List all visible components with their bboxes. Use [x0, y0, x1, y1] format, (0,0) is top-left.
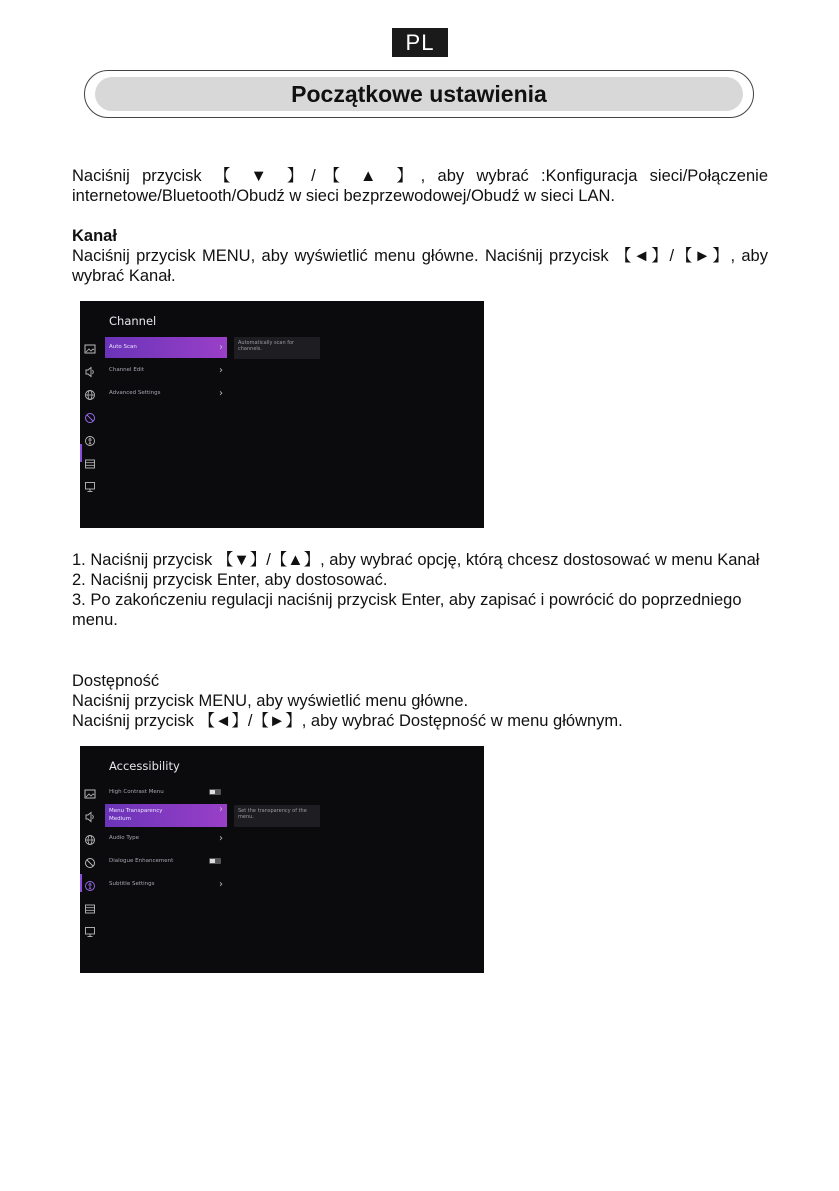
accessibility-menu-screenshot — [80, 746, 484, 973]
sound-icon — [84, 811, 96, 823]
help-tooltip: Automatically scan for channels. — [234, 337, 320, 359]
channel-menu-screenshot — [80, 301, 484, 528]
toggle-switch[interactable] — [209, 789, 221, 795]
chevron-right-icon: › — [219, 804, 223, 815]
dostepnosc-section — [72, 671, 768, 731]
dostepnosc-line-2: Naciśnij przycisk 【◄】/【►】, aby wybrać Dostępność w menu głównym. — [72, 712, 623, 730]
step-1: 1. Naciśnij przycisk 【▼】/【▲】, aby wybrać opcję, którą chcesz dostosować w menu Kanał — [72, 551, 760, 569]
chevron-right-icon: › — [219, 388, 223, 399]
help-tooltip: Set the transparency of the menu. — [234, 805, 320, 827]
network-icon — [84, 389, 96, 401]
network-icon — [84, 834, 96, 846]
dostepnosc-line-1: Naciśnij przycisk MENU, aby wyświetlić menu główne. — [72, 692, 469, 710]
menu-item-label: Auto Scan — [109, 344, 137, 350]
chevron-right-icon: › — [219, 879, 223, 890]
menu-item-label: Subtitle Settings — [109, 881, 155, 887]
menu-item-label: Audio Type — [109, 835, 140, 841]
menu-item-high-contrast[interactable] — [105, 782, 227, 803]
system-icon — [84, 903, 96, 915]
dostepnosc-heading: Dostępność — [72, 672, 160, 690]
toggle-switch[interactable] — [209, 858, 221, 864]
menu-item-value: Medium — [109, 816, 131, 822]
chevron-right-icon: › — [219, 342, 223, 353]
sound-icon — [84, 366, 96, 378]
screen-title: Channel — [109, 314, 157, 328]
channel-icon — [84, 857, 96, 869]
menu-item-subtitle-settings[interactable] — [105, 874, 227, 895]
system-icon — [84, 458, 96, 470]
support-icon — [84, 481, 96, 493]
language-badge: PL — [392, 28, 448, 57]
chevron-right-icon: › — [219, 833, 223, 844]
intro-paragraph: Naciśnij przycisk 【 ▼ 】/【 ▲ 】, aby wybrać :Konfiguracja sieci/Połączenie internetowe/Bluetooth/Obudź w sieci bezprzewodowej/Obudź w sieci LAN. — [72, 167, 768, 205]
step-2: 2. Naciśnij przycisk Enter, aby dostosować. — [72, 571, 388, 589]
menu-item-label: High Contrast Menu — [109, 789, 164, 795]
menu-item-label: Menu Transparency — [109, 808, 163, 814]
picture-icon — [84, 788, 96, 800]
menu-item-menu-transparency[interactable] — [105, 804, 227, 827]
menu-item-dialogue-enhancement[interactable] — [105, 851, 227, 872]
support-icon — [84, 926, 96, 938]
chevron-right-icon: › — [219, 365, 223, 376]
kanal-section — [72, 226, 768, 286]
active-indicator — [80, 444, 82, 462]
menu-item-auto-scan[interactable] — [105, 337, 227, 358]
screen-title: Accessibility — [109, 759, 180, 773]
menu-item-label: Advanced Settings — [109, 390, 161, 396]
menu-item-channel-edit[interactable] — [105, 360, 227, 381]
kanal-text: Naciśnij przycisk MENU, aby wyświetlić menu główne. Naciśnij przycisk 【◄】/【►】, aby wybrać Kanał. — [72, 247, 768, 285]
menu-item-audio-type[interactable] — [105, 828, 227, 849]
accessibility-icon — [84, 880, 96, 892]
accessibility-icon — [84, 435, 96, 447]
menu-item-label: Channel Edit — [109, 367, 144, 373]
steps-list — [72, 550, 768, 630]
menu-item-label: Dialogue Enhancement — [109, 858, 174, 864]
section-title-frame — [84, 70, 754, 118]
section-title: Początkowe ustawienia — [95, 77, 743, 111]
channel-icon — [84, 412, 96, 424]
menu-item-advanced-settings[interactable] — [105, 383, 227, 404]
active-indicator — [80, 874, 82, 892]
step-3: 3. Po zakończeniu regulacji naciśnij przycisk Enter, aby zapisać i powrócić do poprzedniego menu. — [72, 591, 742, 629]
picture-icon — [84, 343, 96, 355]
kanal-heading: Kanał — [72, 227, 117, 245]
